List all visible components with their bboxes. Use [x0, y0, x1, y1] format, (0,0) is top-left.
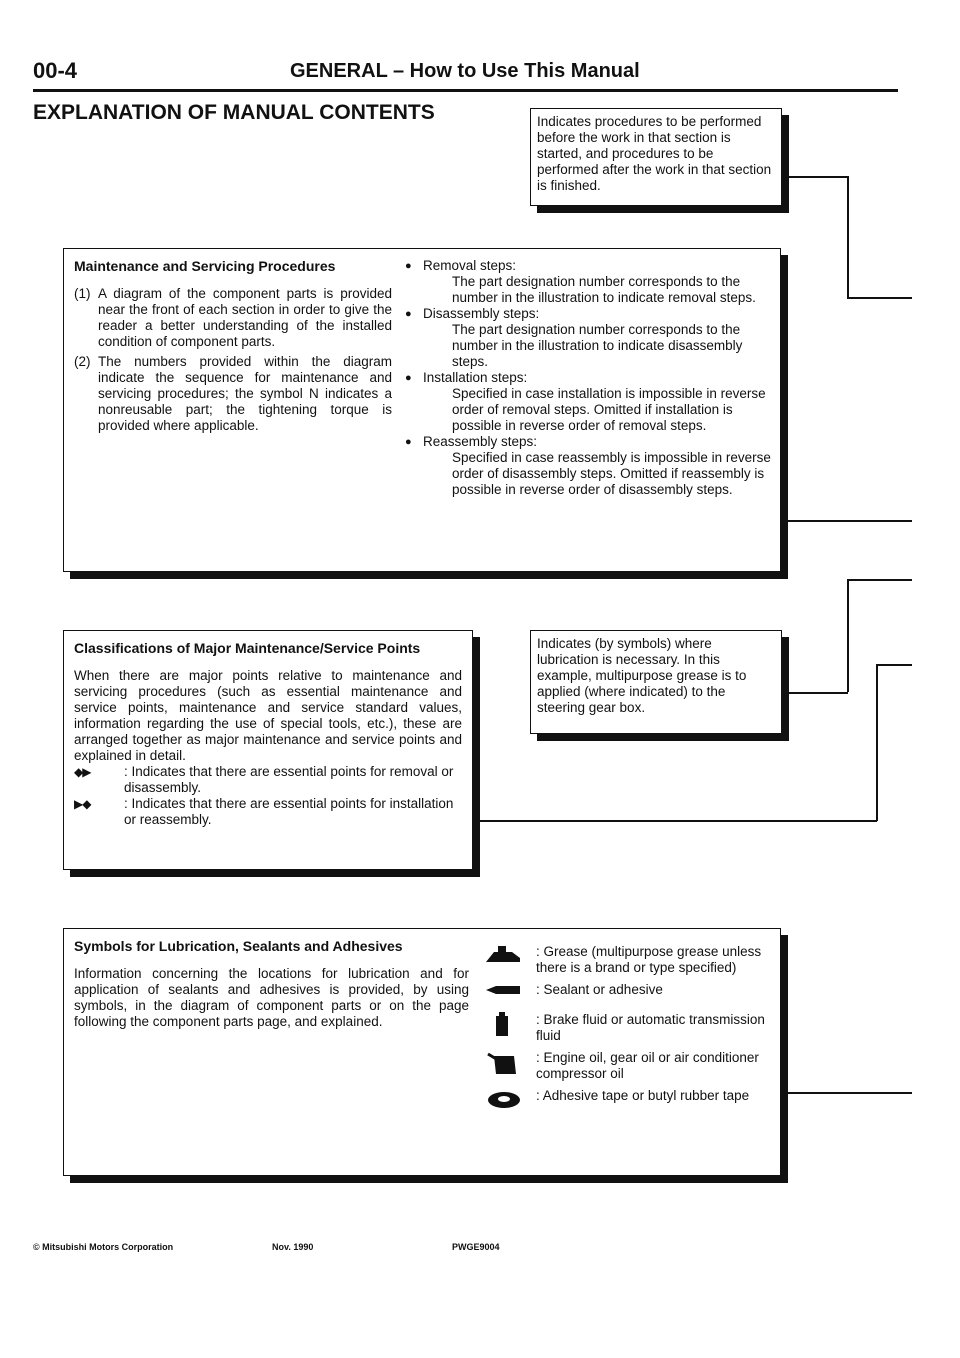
lubrication-note-text: Indicates (by symbols) where lubrication is necessary. In this example, multipurpose grease is to applied (where indicated) to the steering gear box.: [537, 636, 747, 715]
list-item: [74, 354, 392, 434]
lubrication-note-box: [530, 630, 782, 734]
symbols-body: Information concerning the locations for lubrication and for application of sealants and adhesives is provided, by using symbols, in the diagram of component parts or on the page following the component parts page, and explained.: [74, 966, 469, 1029]
maintenance-left-column: [74, 258, 392, 434]
symbol-item-oil: [484, 1050, 774, 1082]
sealant-tube-icon: [484, 982, 536, 1006]
symbol-description: : Indicates that there are essential points for installation or reassembly.: [124, 796, 454, 827]
symbol-description: : Indicates that there are essential points for removal or disassembly.: [124, 764, 454, 795]
oil-can-icon: [484, 1050, 536, 1074]
symbol-text: : Sealant or adhesive: [536, 982, 663, 997]
connector-line: [788, 520, 912, 522]
item-number: (2): [74, 354, 91, 369]
bullet-icon: ●: [405, 436, 412, 448]
list-item: [74, 286, 392, 350]
connector-line: [788, 692, 848, 694]
item-number: (1): [74, 286, 91, 301]
bullet-icon: ●: [405, 308, 412, 320]
step-description: The part designation number corresponds to the number in the illustration to indicate removal steps.: [452, 274, 756, 305]
step-installation: [402, 370, 774, 386]
connector-line: [847, 579, 912, 581]
grease-gun-icon: [484, 944, 536, 968]
maintenance-procedures-box: [63, 248, 781, 572]
symbol-item-brake-fluid: [484, 1012, 774, 1044]
connector-line: [788, 176, 848, 178]
step-disassembly: [402, 306, 774, 322]
symbol-text: : Adhesive tape or butyl rubber tape: [536, 1088, 750, 1103]
step-label: Reassembly steps:: [423, 434, 538, 449]
step-removal: [402, 258, 774, 274]
footer-code: PWGE9004: [452, 1242, 500, 1252]
symbols-right-column: [484, 944, 774, 1118]
bullet-icon: ●: [405, 372, 412, 384]
classifications-title: Classifications of Major Maintenance/Service Points: [74, 640, 421, 656]
step-description: Specified in case reassembly is impossible in reverse order of disassembly steps. Omitted if reassembly is possible in reverse order of disassembly steps.: [452, 450, 771, 497]
connector-line: [876, 664, 878, 821]
connector-line: [847, 176, 849, 298]
symbol-item-grease: [484, 944, 774, 976]
step-reassembly: [402, 434, 774, 450]
page-number: 00-4: [33, 58, 78, 83]
step-description: Specified in case installation is impossible in reverse order of removal steps. Omitted if installation is possible in reverse order of removal steps.: [452, 386, 766, 433]
symbol-text: : Grease (multipurpose grease unless there is a brand or type specified): [536, 944, 762, 975]
header-rule: [33, 89, 898, 92]
symbol-text: : Brake fluid or automatic transmission fluid: [536, 1012, 765, 1043]
step-label: Installation steps:: [423, 370, 528, 385]
footer-copyright: © Mitsubishi Motors Corporation: [33, 1242, 174, 1252]
symbol-item-tape: [484, 1088, 774, 1112]
step-label: Disassembly steps:: [423, 306, 540, 321]
symbol-line-removal: [74, 764, 462, 796]
connector-line: [788, 1092, 912, 1094]
symbols-left-column: [74, 938, 469, 1030]
item-text: The numbers provided within the diagram indicate the sequence for maintenance and servicing procedures; the symbol N indicates a nonreusable part; the tightening torque is provided where applicable.: [98, 354, 392, 433]
section-heading: EXPLANATION OF MANUAL CONTENTS: [33, 101, 435, 124]
maintenance-title: Maintenance and Servicing Procedures: [74, 258, 336, 274]
connector-line: [847, 579, 849, 692]
symbol-line-installation: [74, 796, 462, 828]
classifications-body: When there are major points relative to maintenance and servicing procedures (such as essential maintenance and service points, maintenance and service standard values, information regarding the use of special tools, etc.), these are arranged together as major maintenance and service points and explained in detail.: [74, 668, 462, 763]
item-text: A diagram of the component parts is provided near the front of each section in order to give the reader a better understanding of the installed condition of component parts.: [98, 286, 392, 349]
bullet-icon: ●: [405, 260, 412, 272]
prep-procedures-box: [530, 108, 782, 206]
maintenance-right-column: [402, 258, 774, 498]
connector-line: [480, 820, 877, 822]
connector-line: [876, 664, 912, 666]
removal-points-icon: ◆▶: [74, 765, 91, 779]
footer-date: Nov. 1990: [272, 1242, 314, 1252]
page-title: GENERAL – How to Use This Manual: [290, 60, 640, 82]
connector-line: [847, 297, 912, 299]
prep-procedures-text: Indicates procedures to be performed before the work in that section is started, and procedures to be performed after the work in that section is finished.: [537, 114, 772, 193]
symbol-item-sealant: [484, 982, 774, 1006]
classifications-box: [63, 630, 473, 870]
step-description: The part designation number corresponds to the number in the illustration to indicate disassembly steps.: [452, 322, 743, 369]
step-label: Removal steps:: [423, 258, 517, 273]
symbols-lubrication-box: [63, 928, 781, 1176]
symbols-title: Symbols for Lubrication, Sealants and Adhesives: [74, 938, 403, 954]
brake-fluid-can-icon: [484, 1012, 536, 1036]
symbol-text: : Engine oil, gear oil or air conditioner compressor oil: [536, 1050, 759, 1081]
installation-points-icon: ▶◆: [74, 797, 91, 811]
adhesive-tape-icon: [484, 1088, 536, 1112]
